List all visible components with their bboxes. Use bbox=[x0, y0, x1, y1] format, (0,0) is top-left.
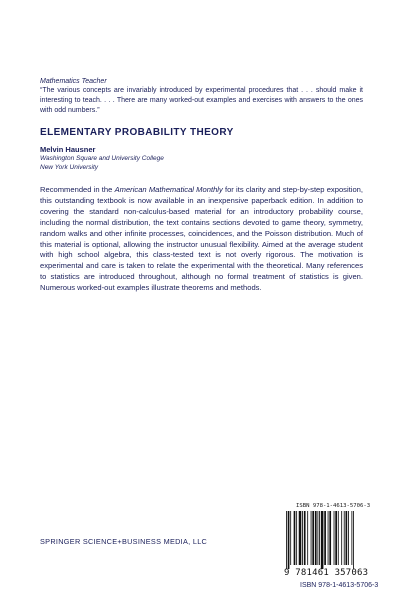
author-affiliation-2: New York University bbox=[40, 164, 99, 171]
barcode-digits: 9 781461 357063 bbox=[284, 568, 369, 578]
isbn-top: ISBN 978-1-4613-5706-3 bbox=[296, 503, 371, 509]
journal-name: American Mathematical Monthly bbox=[114, 185, 223, 194]
description-part-2: for its clarity and step-by-step exposition, this outstanding textbook is now available in an inexpensive paperback edition. In addition to covering the standard non-calculus-based material for an introductory probability course, including the normal distribution, the text contains sections devoted to game theory, symmetry, random walks and other infinite processes, coincidences, and the Poisson distribution. Much of this material is optional, allowing the instructor unusual flexibility. Aimed at the average student with high school algebra, this class-tested text is not overly rigorous. The motivation is experimental and care is taken to relate the experimental with the theoretical. Many references to statistics are introduced throughout, although no formal treatment of statistics is given. Numerous worked-out examples illustrate theorems and methods. bbox=[40, 185, 364, 293]
barcode-graphic bbox=[280, 511, 378, 569]
book-title: ELEMENTARY PROBABILITY THEORY bbox=[40, 127, 234, 138]
publisher-name: SPRINGER SCIENCE+BUSINESS MEDIA, LLC bbox=[40, 537, 208, 546]
review-quote: “The various concepts are invariably introduced by experimental procedures that . . . should make it interesting to teach. . . . There are many worked-out examples and exercises with answers to the ones with odd numbers.” bbox=[40, 87, 363, 114]
description-part-1: Recommended in the bbox=[40, 185, 115, 194]
author-name: Melvin Hausner bbox=[40, 145, 96, 154]
book-description bbox=[40, 185, 363, 294]
review-source: Mathematics Teacher bbox=[40, 78, 107, 85]
author-affiliation-1: Washington Square and University College bbox=[40, 155, 164, 162]
barcode bbox=[280, 511, 378, 569]
isbn-bottom: ISBN 978-1-4613-5706-3 bbox=[300, 582, 379, 589]
